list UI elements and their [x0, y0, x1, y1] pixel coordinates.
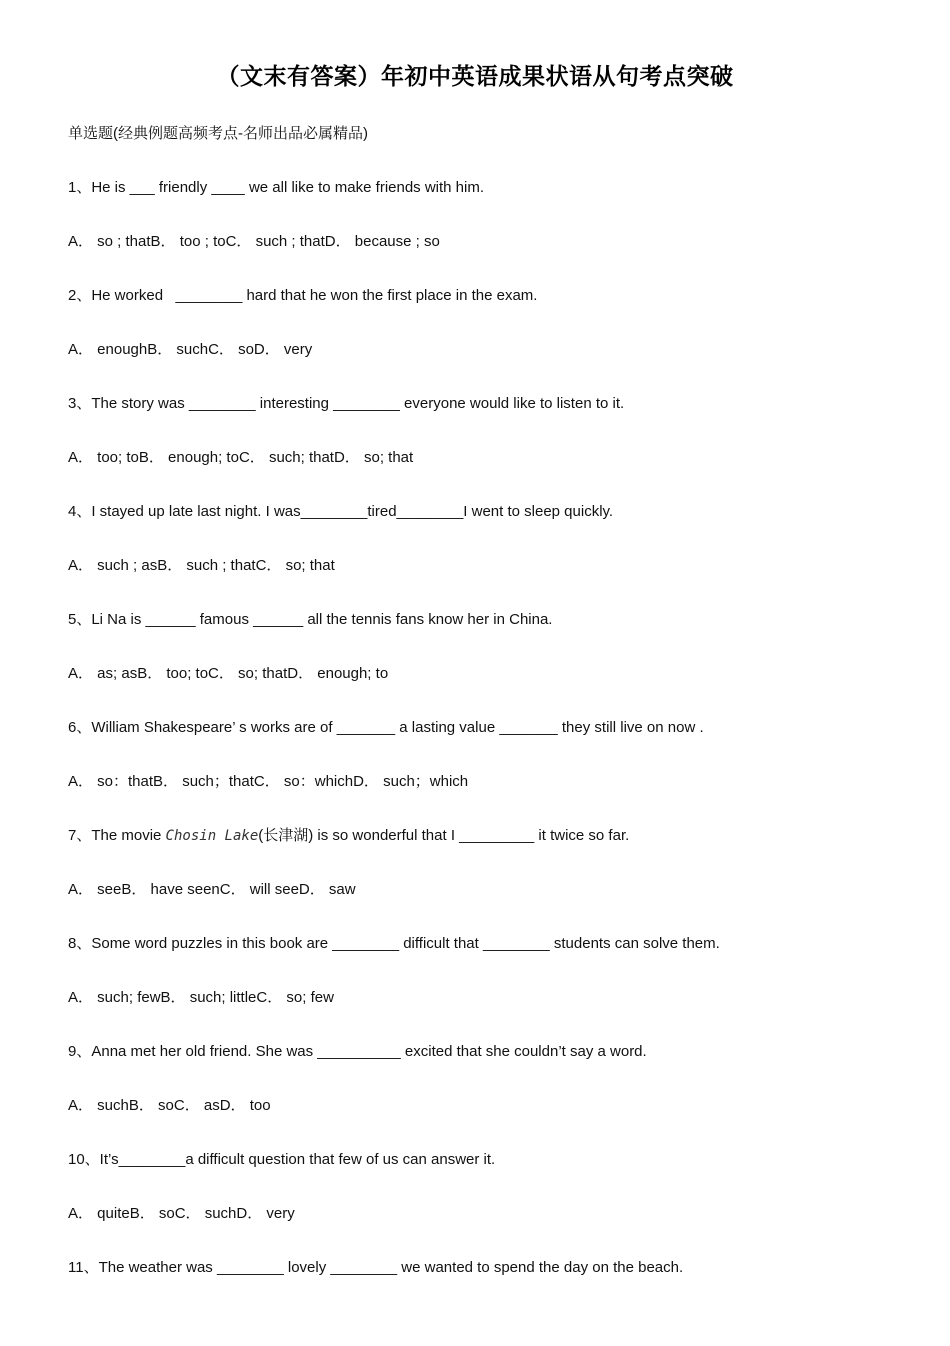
question-7-options: A． seeB． have seenC． will seeD． saw [68, 881, 356, 898]
question-1-stem: 1、He is ___ friendly ____ we all like to make friends with him. [68, 179, 485, 196]
question-7-movie-title: Chosin Lake [165, 828, 259, 844]
question-1-options: A． so ; thatB． too ; toC． such ; thatD． because ; so [68, 233, 440, 250]
question-2-stem: 2、He worked ________ hard that he won the first place in the exam. [68, 287, 538, 304]
question-4-options: A． such ; asB． such ; thatC． so; that [68, 557, 335, 574]
question-6-stem: 6、William Shakespeare’ s works are of _______ a lasting value _______ they still live on now . [68, 719, 704, 736]
question-2-options: A． enoughB． suchC． soD． very [68, 341, 313, 358]
question-4-stem: 4、I stayed up late last night. I was________tired________I went to sleep quickly. [68, 503, 614, 520]
question-8-stem: 8、Some word puzzles in this book are ________ difficult that ________ students can solve them. [68, 935, 720, 952]
section-heading: 单选题(经典例题高频考点-名师出品必属精品) [68, 125, 368, 142]
question-10-options: A． quiteB． soC． suchD． very [68, 1205, 295, 1222]
question-7-stem [68, 824, 629, 845]
question-5-options: A． as; asB． too; toC． so; thatD． enough; to [68, 665, 389, 682]
question-6-options: A． so：thatB． such；thatC． so：whichD． such；which [68, 773, 469, 790]
question-8-options: A． such; fewB． such; littleC． so; few [68, 989, 334, 1006]
question-9-options: A． suchB． soC． asD． too [68, 1097, 271, 1114]
question-11-stem: 11、The weather was ________ lovely ________ we wanted to spend the day on the beach. [68, 1259, 684, 1276]
question-10-stem: 10、It’s________a difficult question that few of us can answer it. [68, 1151, 496, 1168]
document-title: （文末有答案）年初中英语成果状语从句考点突破 [216, 63, 734, 89]
question-3-options: A． too; toB． enough; toC． such; thatD． so; that [68, 449, 414, 466]
question-7-stem-suffix: (长津湖) is so wonderful that I _________ it twice so far. [258, 827, 630, 844]
question-9-stem: 9、Anna met her old friend. She was __________ excited that she couldn’t say a word. [68, 1043, 647, 1060]
question-7-stem-prefix: 7、The movie [68, 827, 166, 844]
question-5-stem: 5、Li Na is ______ famous ______ all the tennis fans know her in China. [68, 611, 553, 628]
question-3-stem: 3、The story was ________ interesting ________ everyone would like to listen to it. [68, 395, 625, 412]
